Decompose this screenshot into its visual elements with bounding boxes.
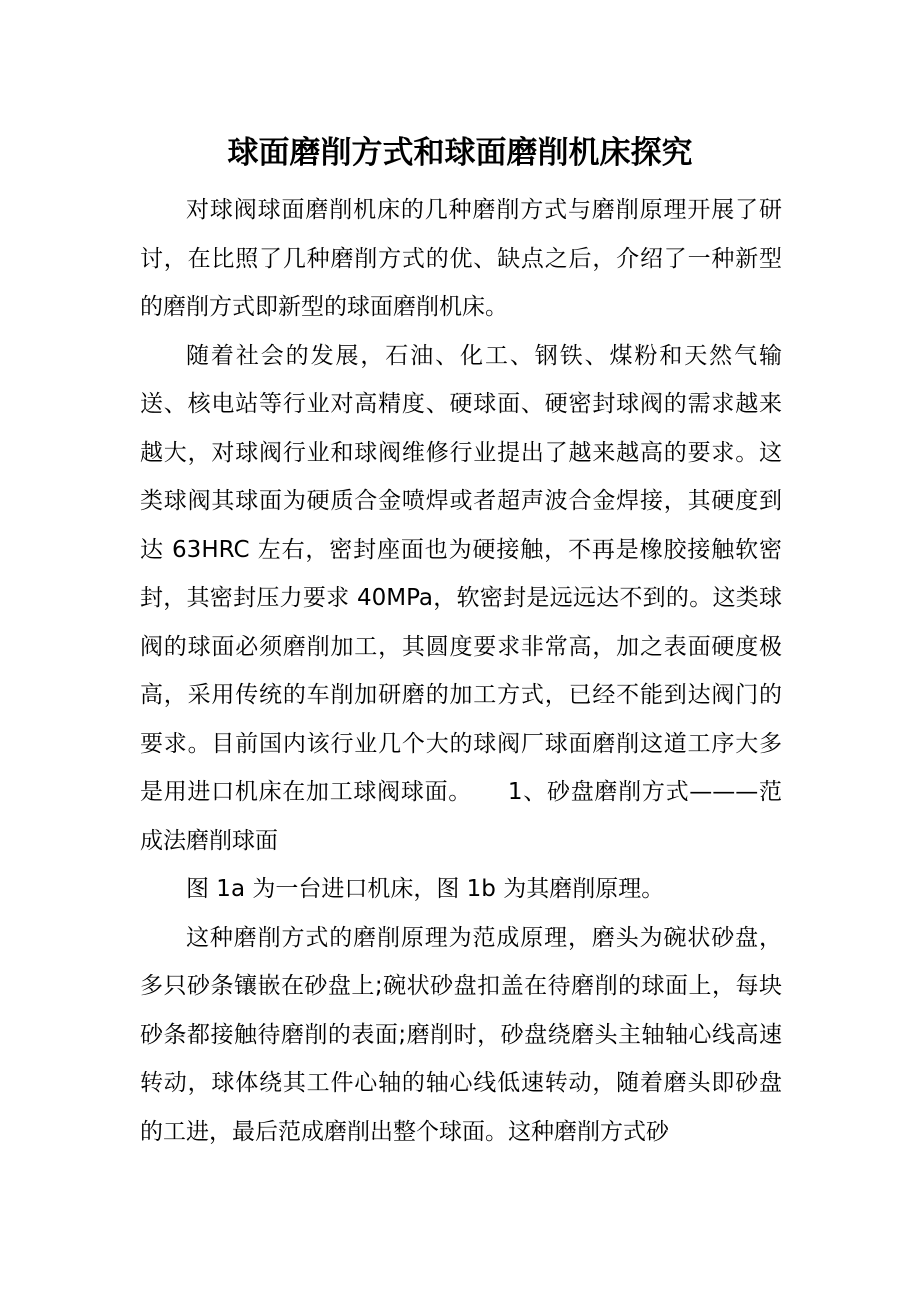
paragraph-figure-reference: 图 1a 为一台进口机床，图 1b 为其磨削原理。 bbox=[186, 876, 665, 902]
paragraph-abstract: 对球阀球面磨削机床的几种磨削方式与磨削原理开展了研讨，在比照了几种磨削方式的优、缺点之后，介绍了一种新型的磨削方式即新型的球面磨削机床。 bbox=[140, 197, 782, 320]
paragraph-background: 随着社会的发展，石油、化工、钢铁、煤粉和天然气输送、核电站等行业对高精度、硬球面、硬密封球阀的需求越来越大，对球阀行业和球阀维修行业提出了越来越高的要求。这类球阀其球面为硬质合金喷焊或者超声波合金焊接，其硬度到达 63HRC 左右，密封座面也为硬接触，不再是橡胶接触软密封，其密封压力要求 40MPa，软密封是远远达不到的。这类球阀的球面必须磨削加工，其圆度要求非常高，加之表面硬度极高，采用传统的车削加研磨的加工方式，已经不能到达阀门的要求。目前国内该行业几个大的球阀厂球面磨削这道工序大多是用进口机床在加工球阀球面。 1、砂盘磨削方式———范成法磨削球面 bbox=[140, 342, 782, 854]
paragraph-grinding-principle: 这种磨削方式的磨削原理为范成原理，磨头为碗状砂盘，多只砂条镶嵌在砂盘上;碗状砂盘扣盖在待磨削的球面上，每块砂条都接触待磨削的表面;磨削时，砂盘绕磨头主轴轴心线高速转动，球体绕其工件心轴的轴心线低速转动，随着磨头即砂盘的工进，最后范成磨削出整个球面。这种磨削方式砂 bbox=[140, 924, 782, 1145]
document-title: 球面磨削方式和球面磨削机床探究 bbox=[227, 135, 693, 171]
document-body bbox=[140, 186, 782, 1156]
